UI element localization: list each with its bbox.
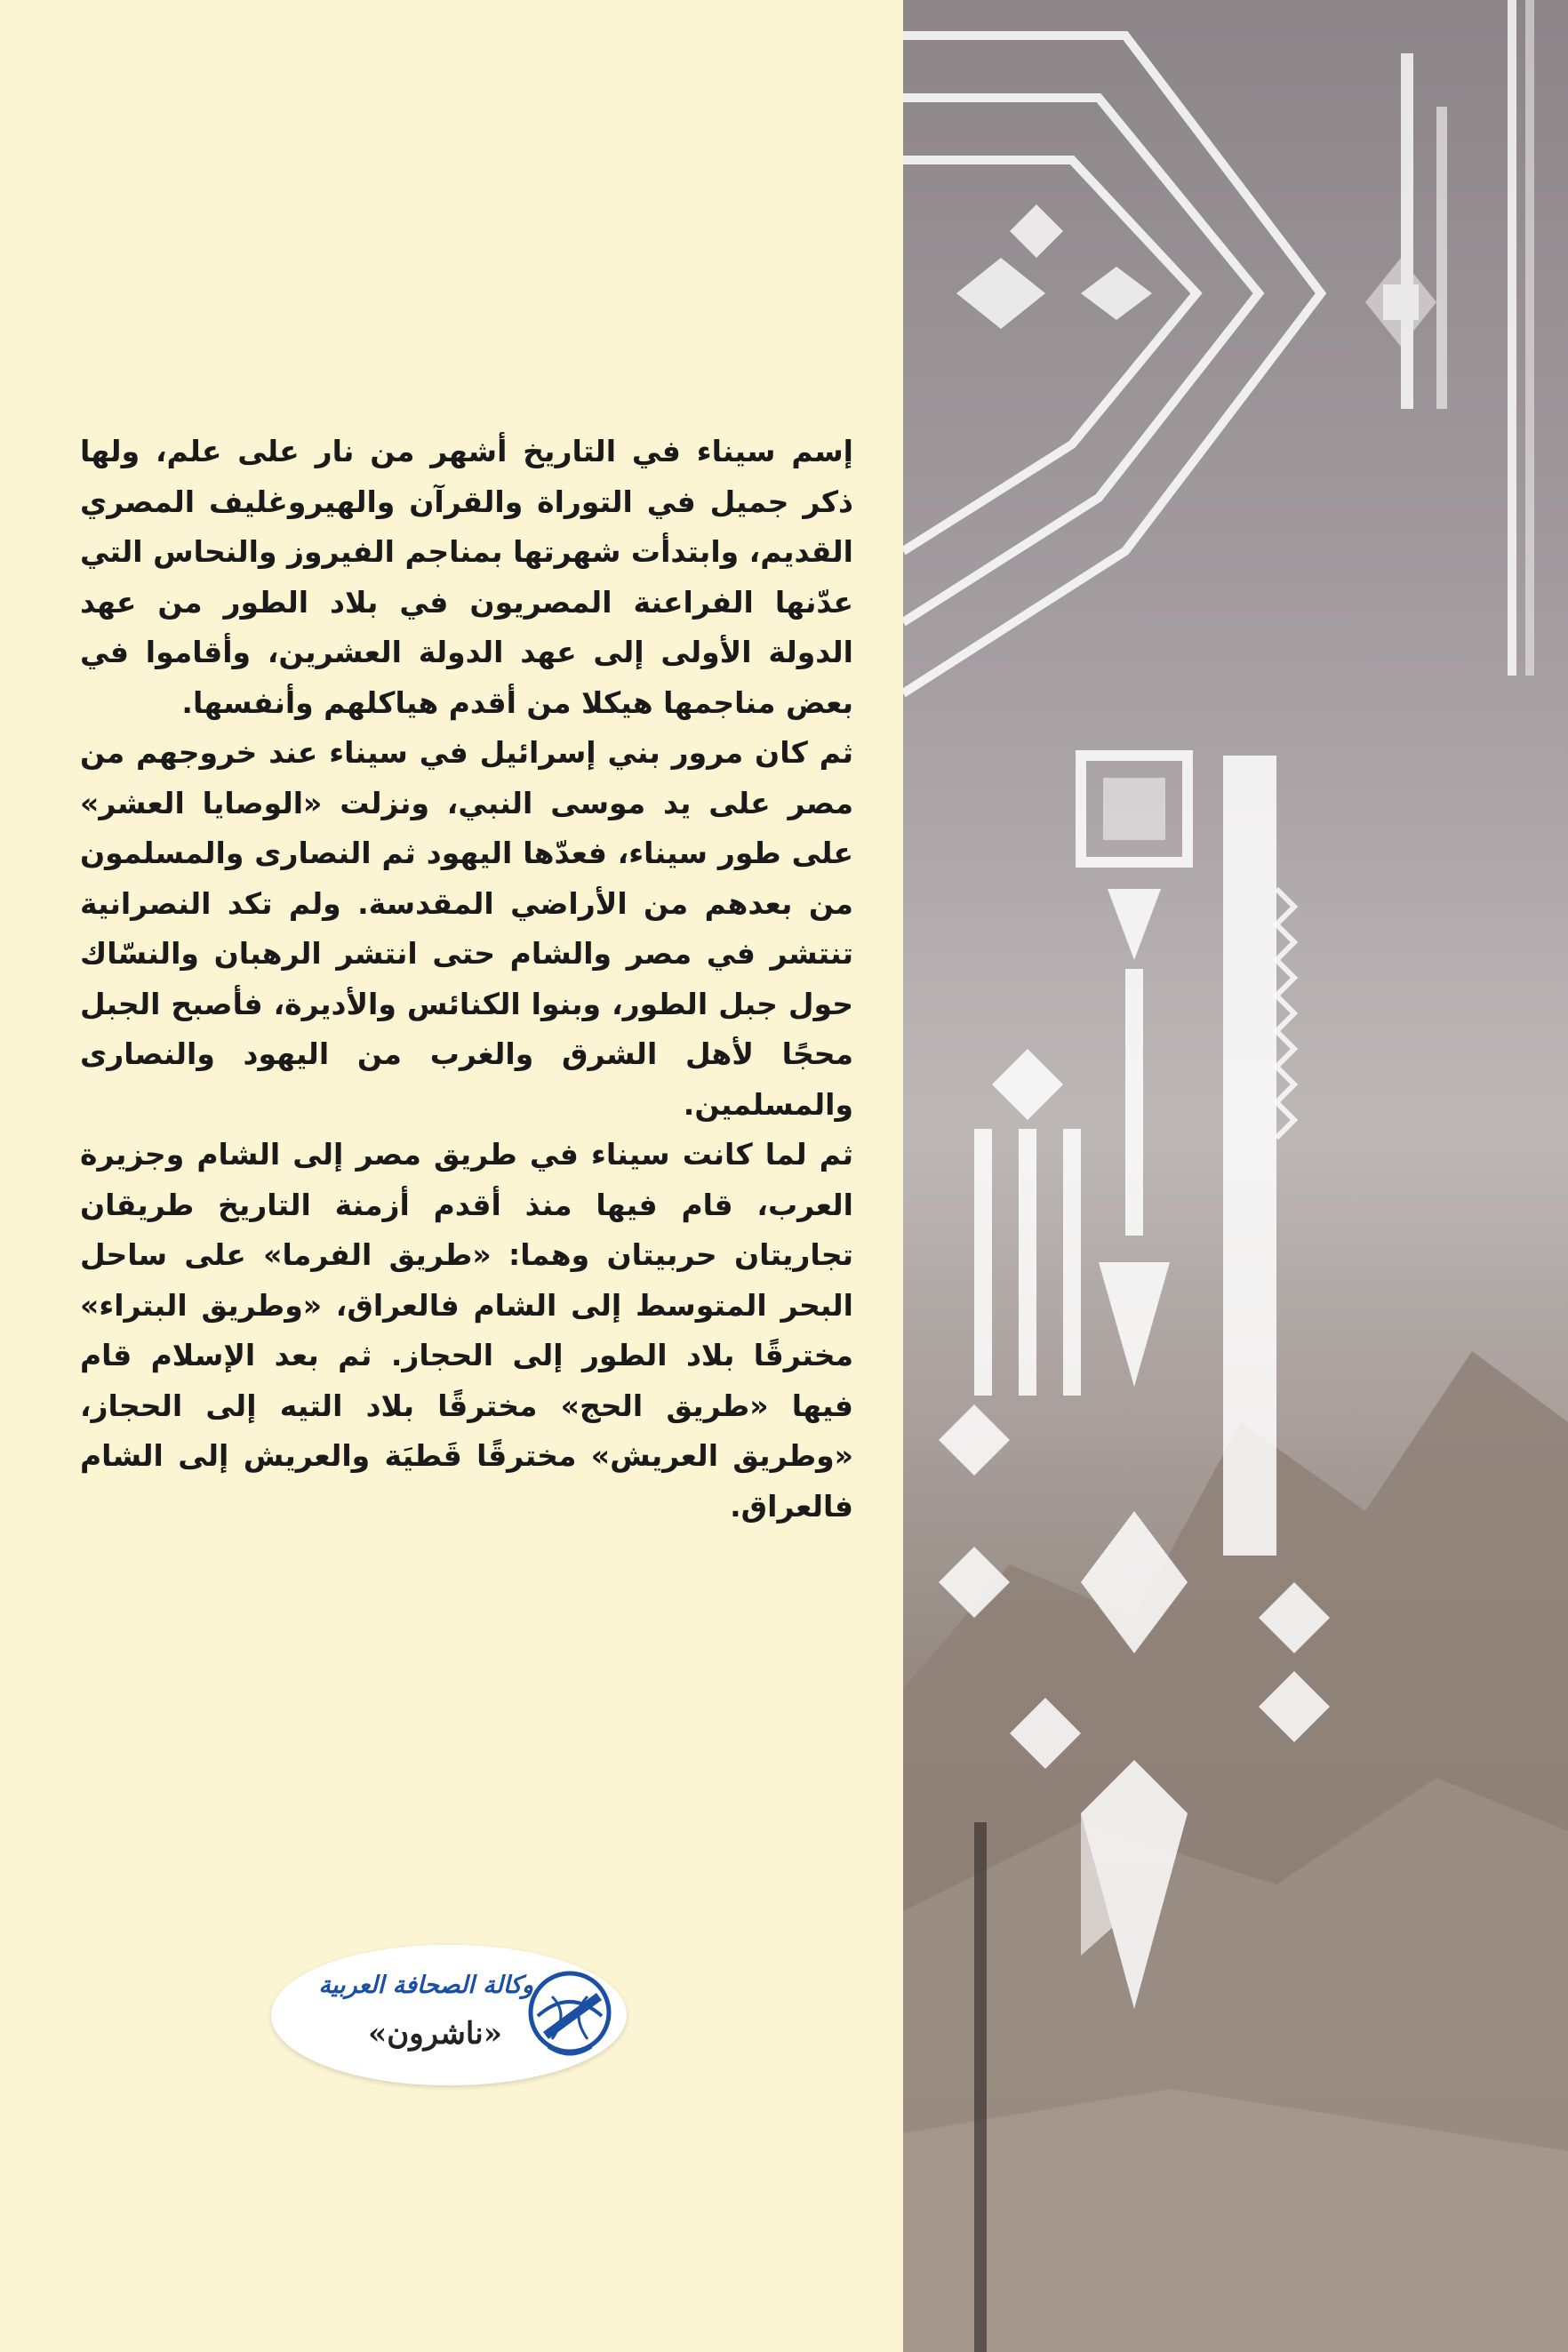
pole-shape xyxy=(974,1822,987,2352)
back-cover-text xyxy=(80,427,853,1532)
publisher-logo xyxy=(271,1945,627,2085)
publisher-subtitle: «ناشرون» xyxy=(368,2016,502,2052)
embroidery-photo-panel xyxy=(903,0,1568,2352)
publisher-name: وكالة الصحافة العربية xyxy=(318,1972,533,1999)
paragraph-2: ثم كان مرور بني إسرائيل في سيناء عند خروجهم من مصر على يد موسى النبي، ونزلت «الوصايا العشر» على طور سيناء، فعدّها اليهود ثم النصارى والمسلمون من بعدهم من الأراضي المقدسة. ولم تكد النصرانية تنتشر في مصر والشام حتى انتشر الرهبان والنسّاك حول جبل الطور، وبنوا الكنائس والأديرة، فأصبح الجبل محجًا لأهل الشرق والغرب من اليهود والنصارى والمسلمين. xyxy=(80,735,853,1122)
paragraph-3: ثم لما كانت سيناء في طريق مصر إلى الشام وجزيرة العرب، قام فيها منذ أقدم أزمنة التاريخ طريقان تجاريتان حربيتان وهما: «طريق الفرما» على ساحل البحر المتوسط إلى الشام فالعراق، «وطريق البتراء» مخترقًا بلاد الطور إلى الحجاز. ثم بعد الإسلام قام فيها «طريق الحج» مخترقًا بلاد التيه إلى الحجاز، «وطريق العريش» مخترقًا قَطيَة والعريش إلى الشام فالعراق. xyxy=(80,1137,853,1524)
embroidery-pattern xyxy=(903,0,1568,2352)
globe-pen-icon xyxy=(525,1961,614,2069)
paragraph-1: إسم سيناء في التاريخ أشهر من نار على علم، ولها ذكر جميل في التوراة والقرآن والهيروغليف المصري القديم، وابتدأت شهرتها بمناجم الفيروز والنحاس التي عدّنها الفراعنة المصريون في بلاد الطور من عهد الدولة الأولى إلى عهد الدولة العشرين، وأقاموا في بعض مناجمها هيكلا من أقدم هياكلهم وأنفسها. xyxy=(80,434,853,720)
